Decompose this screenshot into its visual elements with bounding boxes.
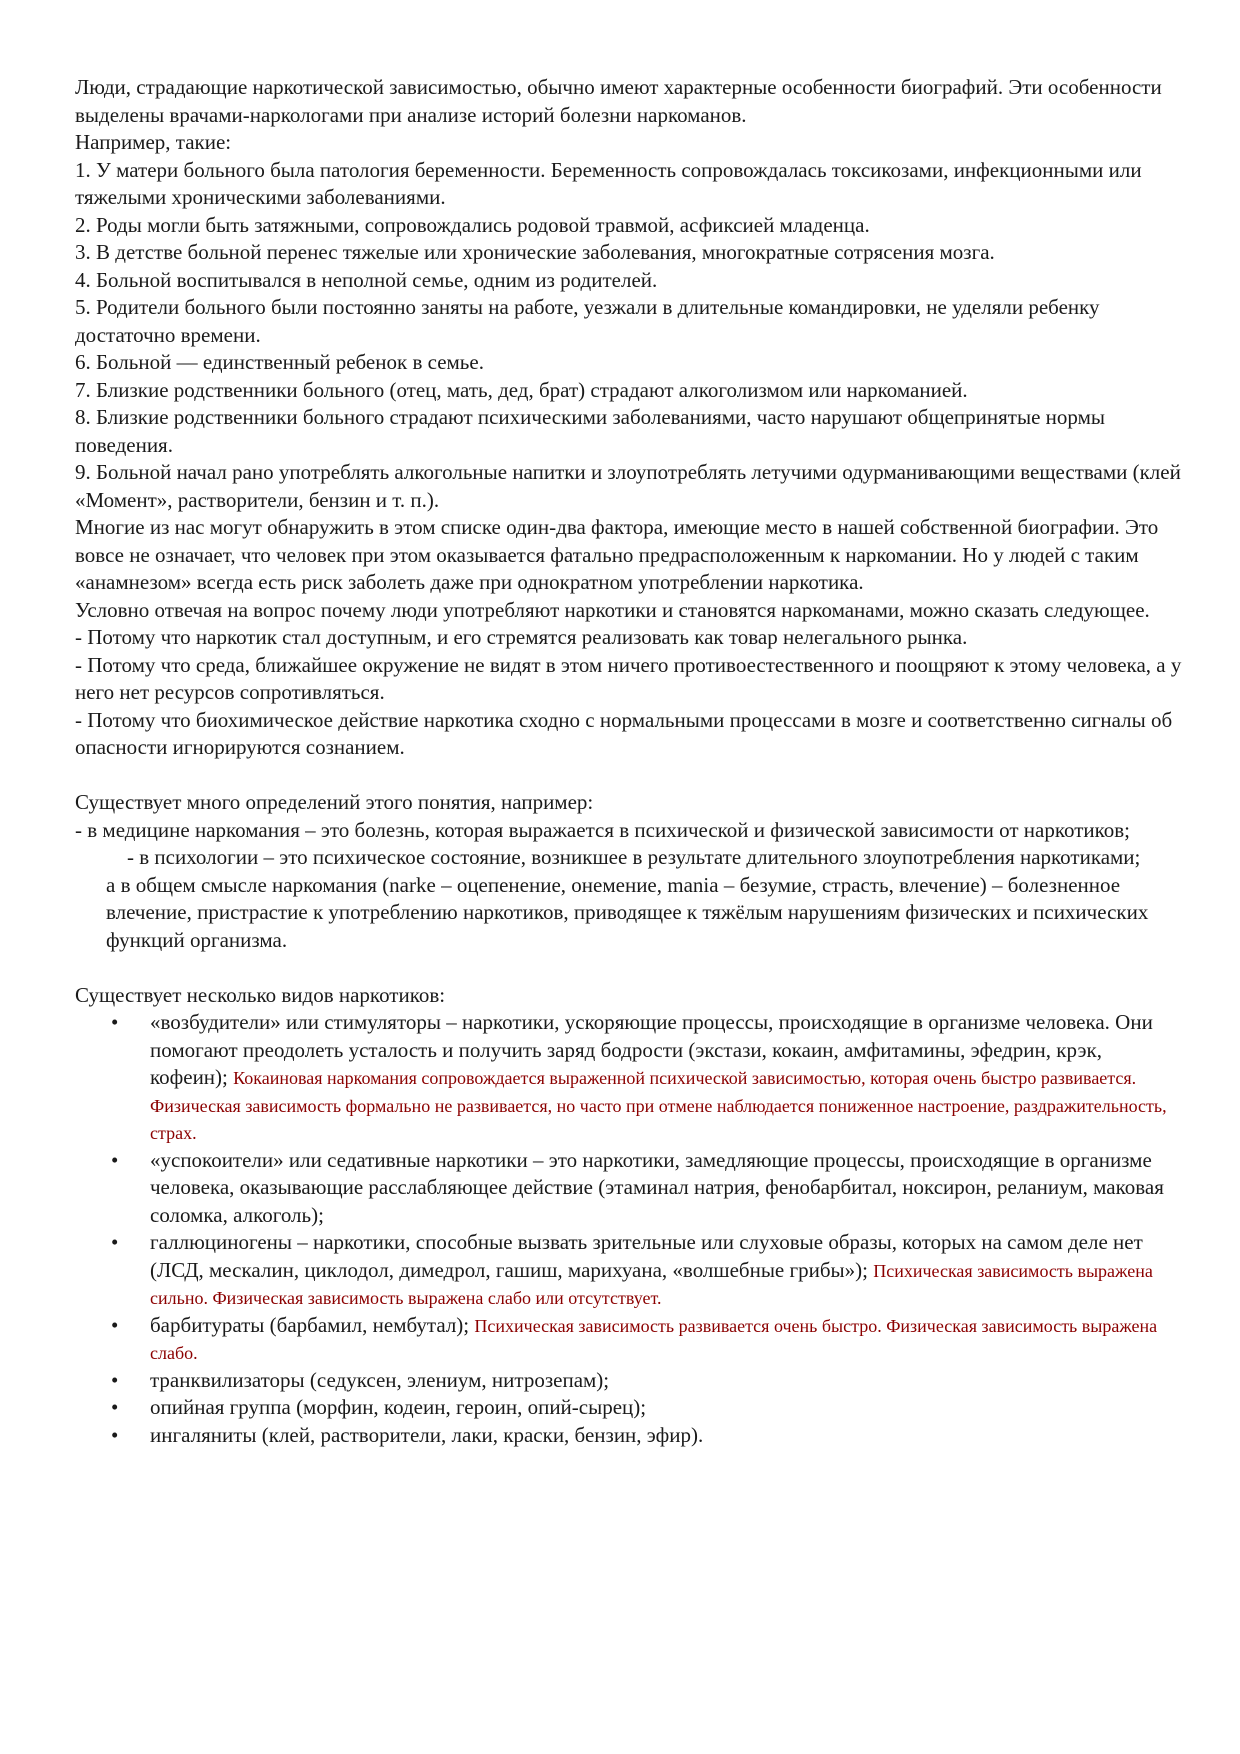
bullet-icon: •	[111, 1312, 119, 1337]
document-page	[75, 74, 1185, 1449]
risk-factor-item: 5. Родители больного были постоянно заняты на работе, уезжали в длительные командировки, не уделяли ребенку достаточно времени.	[75, 295, 1100, 347]
types-lead: Существует несколько видов наркотиков:	[75, 982, 446, 1007]
drug-type-item	[75, 1312, 1185, 1367]
reason-item: - Потому что среда, ближайшее окружение не видят в этом ничего противоестественного и поощряют к этому человека, а у него нет ресурсов сопротивляться.	[75, 652, 1182, 704]
drug-type-note: Кокаиновая наркомания сопровождается выраженной психической зависимостью, которая очень быстро развивается. Физическая зависимость формально не развивается, но часто при отмене наблюдается пониженное настроение, раздражительность, страх.	[150, 1068, 1167, 1143]
risk-factor-list	[75, 157, 1185, 515]
bullet-icon: •	[111, 1422, 119, 1447]
drug-type-text: опийная группа (морфин, кодеин, героин, опий-сырец);	[150, 1395, 647, 1419]
reason-item: - Потому что наркотик стал доступным, и его стремятся реализовать как товар нелегального рынка.	[75, 625, 968, 649]
bullet-icon: •	[111, 1230, 119, 1254]
drug-type-item	[75, 1229, 1185, 1312]
example-lead: Например, такие:	[75, 130, 232, 154]
reason-item: - Потому что биохимическое действие наркотика сходно с нормальными процессами в мозге и соответственно сигналы об опасности игнорируются сознанием.	[75, 707, 1173, 759]
risk-factor-item: 6. Больной — единственный ребенок в семье.	[75, 350, 484, 374]
risk-factor-item: 4. Больной воспитывался в неполной семье, одним из родителей.	[75, 267, 658, 292]
risk-factor-item: 9. Больной начал рано употреблять алкогольные напитки и злоупотреблять летучими одурманивающими веществами (клей «Момент», растворители, бензин и т. п.).	[75, 460, 1181, 512]
drug-type-note: Психическая зависимость развивается очень быстро. Физическая зависимость выражена слабо.	[150, 1315, 1158, 1363]
bullet-icon: •	[111, 1010, 119, 1034]
risk-factor-item: 8. Близкие родственники больного страдают психическими заболеваниями, часто нарушают общепринятые нормы поведения.	[75, 405, 1105, 457]
drug-type-text: «возбудители» или стимуляторы – наркотики, ускоряющие процессы, происходящие в организме человека. Они помогают преодолеть усталость и получить заряд бодрости (экстази, кокаин, амфитамины, эфедрин, крэк, кофеин);	[150, 1010, 1153, 1089]
blank-line	[75, 954, 1185, 982]
drug-type-item	[75, 1394, 1185, 1422]
bullet-icon: •	[111, 1147, 119, 1172]
definition-psychology: - в психологии – это психическое состояние, возникшее в результате длительного злоупотребления наркотиками;	[127, 845, 1141, 869]
drug-types-list	[75, 1009, 1185, 1449]
risk-factor-item: 2. Роды могли быть затяжными, сопровождались родовой травмой, асфиксией младенца.	[75, 212, 870, 237]
risk-factor-item: 7. Близкие родственники больного (отец, мать, дед, брат) страдают алкоголизмом или наркоманией.	[75, 377, 968, 402]
drug-type-item	[75, 1367, 1185, 1395]
risk-factor-item: 1. У матери больного была патология беременности. Беременность сопровождалась токсикозами, инфекционными или тяжелыми хроническими заболеваниями.	[75, 157, 1142, 209]
risk-paragraph: Многие из нас могут обнаружить в этом списке один-два фактора, имеющие место в нашей собственной биографии. Это вовсе не означает, что человек при этом оказывается фатально предрасположенным к наркомании. Но у людей с таким «анамнезом» всегда есть риск заболеть даже при однократном употреблении наркотика.	[75, 515, 1159, 594]
definitions-lead: Существует много определений этого понятия, например:	[75, 790, 594, 814]
bullet-icon: •	[111, 1367, 119, 1392]
reasons-lead: Условно отвечая на вопрос почему люди употребляют наркотики и становятся наркоманами, можно сказать следующее.	[75, 597, 1150, 622]
drug-type-item	[75, 1422, 1185, 1450]
drug-type-text: транквилизаторы (седуксен, элениум, нитрозепам);	[150, 1367, 610, 1392]
drug-type-text: галлюциногены – наркотики, способные вызвать зрительные или слуховые образы, которых на самом деле нет (ЛСД, мескалин, циклодол, димедрол, гашиш, марихуана, «волшебные грибы»);	[150, 1230, 1143, 1282]
drug-type-text: барбитураты (барбамил, нембутал);	[150, 1312, 470, 1337]
drug-type-item	[75, 1009, 1185, 1147]
drug-type-text: ингаляниты (клей, растворители, лаки, краски, бензин, эфир).	[150, 1422, 704, 1447]
drug-type-note: Психическая зависимость выражена сильно. Физическая зависимость выражена слабо или отсутствует.	[150, 1260, 1153, 1308]
blank-line	[75, 762, 1185, 790]
reasons-list	[75, 624, 1185, 762]
drug-type-item	[75, 1147, 1185, 1230]
bullet-icon: •	[111, 1395, 119, 1419]
drug-type-text: «успокоители» или седативные наркотики – это наркотики, замедляющие процессы, происходящие в организме человека, оказывающие расслабляющее действие (этаминал натрия, фенобарбитал, ноксирон, реланиум, маковая соломка, алкоголь);	[150, 1147, 1164, 1227]
intro-paragraph: Люди, страдающие наркотической зависимостью, обычно имеют характерные особенности биографий. Эти особенности выделены врачами-наркологами при анализе историй болезни наркоманов.	[75, 75, 1162, 127]
risk-factor-item: 3. В детстве больной перенес тяжелые или хронические заболевания, многократные сотрясения мозга.	[75, 240, 995, 264]
definition-medicine: - в медицине наркомания – это болезнь, которая выражается в психической и физической зависимости от наркотиков;	[75, 817, 1131, 842]
definition-general: а в общем смысле наркомания (narke – оцепенение, онемение, mania – безумие, страсть, влечение) – болезненное влечение, пристрастие к употреблению наркотиков, приводящее к тяжёлым нарушениям физических и психических функций организма.	[106, 872, 1149, 952]
